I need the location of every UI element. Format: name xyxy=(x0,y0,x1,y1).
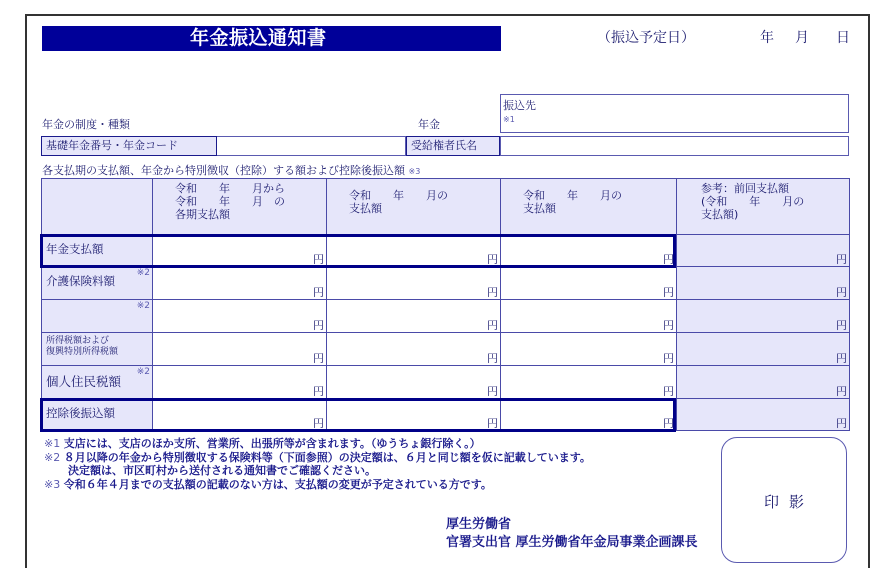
yen-unit: 円 xyxy=(836,385,847,398)
scheduled-date-label: （振込予定日） xyxy=(597,30,695,46)
header-line: 支払額 xyxy=(349,202,382,215)
footnote-mark: ※1 xyxy=(44,437,61,450)
amount-cell[interactable] xyxy=(153,366,327,399)
amount-cell[interactable] xyxy=(501,267,677,300)
footnote-text: 決定額は、市区町村から送付される通知書でご確認ください。 xyxy=(68,464,376,477)
amount-cell[interactable] xyxy=(501,366,677,399)
footnote-text: 支店には、支店のほか支所、営業所、出張所等が含まれます。（ゆうちょ銀行除く。） xyxy=(63,437,481,450)
payment-table xyxy=(41,178,850,431)
amount-cell[interactable] xyxy=(327,235,501,267)
header-line: 令和 年 月の xyxy=(523,189,622,202)
amount-cell[interactable] xyxy=(327,399,501,431)
yen-unit: 円 xyxy=(487,253,498,266)
transfer-to-label: 振込先 xyxy=(503,99,536,112)
yen-unit: 円 xyxy=(313,253,324,266)
recipient-name-field[interactable] xyxy=(500,136,849,156)
yen-unit: 円 xyxy=(313,319,324,332)
footnote-mark: ※2 xyxy=(44,450,61,464)
yen-unit: 円 xyxy=(313,417,324,430)
amount-cell[interactable] xyxy=(153,399,327,431)
date-month: 月 xyxy=(795,30,809,46)
amount-cell[interactable] xyxy=(677,300,850,333)
amount-cell[interactable] xyxy=(327,366,501,399)
transfer-to-field[interactable] xyxy=(500,94,849,133)
transfer-to-note: ※1 xyxy=(503,115,515,124)
header-period-range xyxy=(153,179,327,235)
footnote-3 xyxy=(44,478,591,492)
row-label-line: 復興特別所得税額 xyxy=(46,347,119,357)
row-label-text: 介護保険料額 xyxy=(46,274,115,288)
pension-suffix: 年金 xyxy=(418,118,440,131)
issuer-block xyxy=(446,516,698,552)
date-year: 年 xyxy=(760,30,774,46)
amount-cell[interactable] xyxy=(501,300,677,333)
footnote-1 xyxy=(44,437,591,451)
yen-unit: 円 xyxy=(663,286,674,299)
row-label-line: 所得税額および xyxy=(46,336,110,346)
header-line: 支払額 xyxy=(523,202,556,215)
amount-cell[interactable] xyxy=(153,235,327,267)
amount-cell[interactable] xyxy=(501,333,677,366)
amount-cell[interactable] xyxy=(153,333,327,366)
header-line: 各期支払額 xyxy=(175,208,230,221)
yen-unit: 円 xyxy=(663,417,674,430)
row-label xyxy=(42,267,153,300)
amount-cell[interactable] xyxy=(677,366,850,399)
amount-cell[interactable] xyxy=(501,399,677,431)
footnote-text: 令和６年４月までの支払額の記載のない方は、支払額の変更が予定されている方です。 xyxy=(63,477,492,491)
recipient-name-label: 受給権者氏名 xyxy=(406,136,500,156)
row-note: ※2 xyxy=(136,301,150,311)
amount-cell[interactable] xyxy=(327,300,501,333)
yen-unit: 円 xyxy=(663,385,674,398)
seal-label: 印影 xyxy=(763,493,814,511)
yen-unit: 円 xyxy=(663,319,674,332)
table-caption-note: ※3 xyxy=(408,167,421,176)
yen-unit: 円 xyxy=(836,352,847,365)
yen-unit: 円 xyxy=(487,319,498,332)
header-line: 令和 年 月の xyxy=(349,189,448,202)
amount-cell[interactable] xyxy=(153,300,327,333)
pension-number-label: 基礎年金番号・年金コード xyxy=(41,136,217,156)
row-label: 年金支払額 xyxy=(42,235,153,267)
footnote-2-cont xyxy=(44,464,591,478)
amount-cell[interactable] xyxy=(327,267,501,300)
yen-unit: 円 xyxy=(487,385,498,398)
header-line: 参考：前回支払額 xyxy=(701,182,789,195)
issuer-official: 官署支出官 厚生労働省年金局事業企画課長 xyxy=(446,535,698,550)
footnote-2 xyxy=(44,451,591,465)
yen-unit: 円 xyxy=(487,286,498,299)
header-line: 令和 年 月 の xyxy=(175,195,285,208)
table-row-income-tax xyxy=(42,333,850,366)
header-corner xyxy=(42,179,153,235)
footnote-mark: ※3 xyxy=(44,477,61,491)
footnote-text: ８月以降の年金から特別徴収する保険料等（下面参照）の決定額は、６月と同じ額を仮に記載しています。 xyxy=(63,450,591,464)
amount-cell[interactable] xyxy=(153,267,327,300)
yen-unit: 円 xyxy=(836,253,847,266)
row-note: ※2 xyxy=(136,268,150,278)
yen-unit: 円 xyxy=(836,286,847,299)
header-month-b xyxy=(501,179,677,235)
amount-cell[interactable] xyxy=(677,399,850,431)
row-note: ※2 xyxy=(136,367,150,377)
issuer-ministry: 厚生労働省 xyxy=(446,517,512,532)
header-previous-payment xyxy=(677,179,850,235)
pension-system-type-label: 年金の制度・種類 xyxy=(42,118,130,131)
yen-unit: 円 xyxy=(487,352,498,365)
yen-unit: 円 xyxy=(313,385,324,398)
header-line: 令和 年 月から xyxy=(175,182,285,195)
seal-box xyxy=(721,437,847,563)
amount-cell[interactable] xyxy=(501,235,677,267)
row-label: 控除後振込額 xyxy=(42,399,153,431)
date-day: 日 xyxy=(836,30,850,46)
table-row-care-insurance xyxy=(42,267,850,300)
footnotes xyxy=(44,437,591,491)
yen-unit: 円 xyxy=(313,286,324,299)
row-label xyxy=(42,333,153,366)
table-row-blank xyxy=(42,300,850,333)
amount-cell[interactable] xyxy=(677,333,850,366)
yen-unit: 円 xyxy=(487,417,498,430)
yen-unit: 円 xyxy=(663,352,674,365)
amount-cell[interactable] xyxy=(677,235,850,267)
amount-cell[interactable] xyxy=(677,267,850,300)
row-label xyxy=(42,300,153,333)
row-label-text: 個人住民税額 xyxy=(46,374,122,389)
amount-cell[interactable] xyxy=(327,333,501,366)
yen-unit: 円 xyxy=(313,352,324,365)
yen-unit: 円 xyxy=(663,253,674,266)
header-line: 支払額) xyxy=(701,208,739,221)
table-row-net-transfer xyxy=(42,399,850,431)
table-row-resident-tax xyxy=(42,366,850,399)
table-header-row xyxy=(42,179,850,235)
row-label xyxy=(42,366,153,399)
table-row-pension-payment xyxy=(42,235,850,267)
header-line: (令和 年 月の xyxy=(701,195,805,208)
pension-number-field[interactable] xyxy=(217,136,406,156)
yen-unit: 円 xyxy=(836,417,847,430)
table-caption-text: 各支払期の支払額、年金から特別徴収（控除）する額および控除後振込額 xyxy=(42,164,405,177)
document-title: 年金振込通知書 xyxy=(42,26,501,51)
header-month-a xyxy=(327,179,501,235)
table-caption xyxy=(42,162,420,178)
yen-unit: 円 xyxy=(836,319,847,332)
